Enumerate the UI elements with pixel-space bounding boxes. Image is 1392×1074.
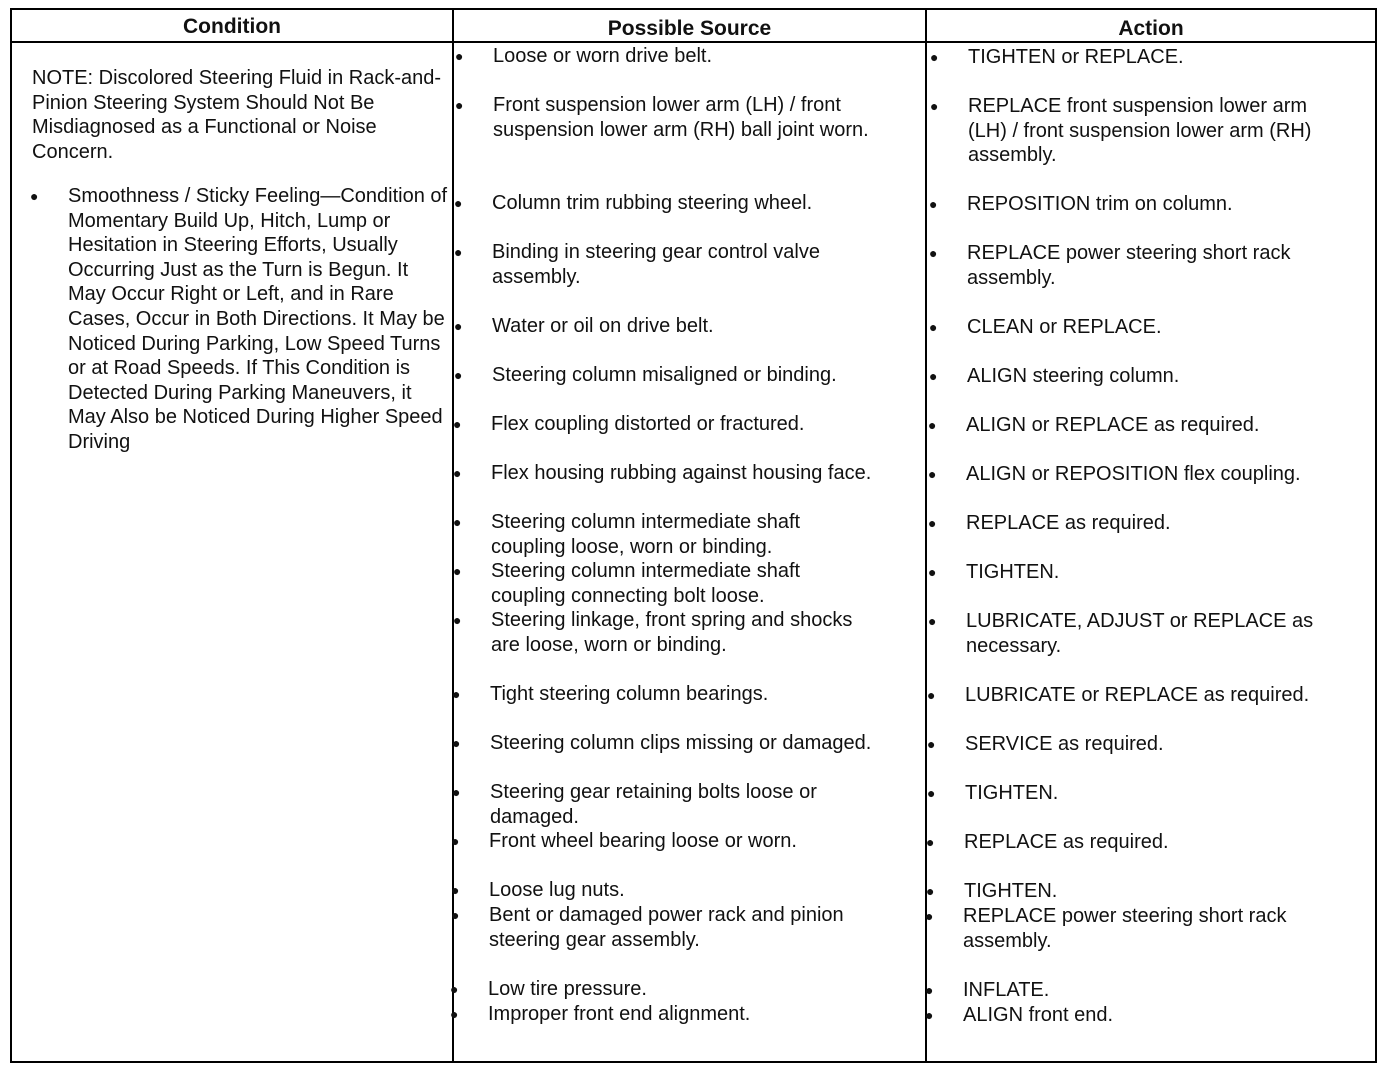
- bullet-icon: ●: [450, 1006, 459, 1022]
- action-item: [928, 560, 1338, 585]
- action-item: [930, 45, 1340, 70]
- bullet-icon: ●: [453, 465, 462, 481]
- bullet-icon: ●: [926, 834, 935, 850]
- action-item-text: TIGHTEN or REPLACE.: [968, 46, 1184, 68]
- action-item-text: REPLACE power steering short rack assembly.: [963, 905, 1287, 952]
- action-item-text: ALIGN steering column.: [967, 365, 1180, 387]
- bullet-icon: ●: [927, 736, 936, 752]
- source-item-text: Steering gear retaining bolts loose or damaged.: [490, 781, 817, 828]
- source-item: [450, 977, 870, 1002]
- bullet-icon: ●: [452, 735, 461, 751]
- action-item: [928, 511, 1338, 536]
- source-item: [453, 412, 873, 437]
- action-item: [926, 879, 1336, 904]
- action-item: [928, 609, 1338, 658]
- source-item: [453, 559, 873, 608]
- source-item: [454, 363, 874, 388]
- action-item: [930, 94, 1340, 168]
- condition-note: NOTE: Discolored Steering Fluid in Rack-and-Pinion Steering System Should Not Be Misdiagnosed as a Functional or Noise Concern.: [32, 67, 442, 163]
- bullet-icon: ●: [930, 98, 939, 114]
- source-item: [451, 829, 871, 854]
- source-item-text: Tight steering column bearings.: [490, 683, 769, 705]
- source-item: [455, 44, 875, 69]
- source-item-text: Steering column intermediate shaft coupling loose, worn or binding.: [491, 511, 801, 558]
- source-item-text: Front wheel bearing loose or worn.: [489, 830, 797, 852]
- bullet-icon: ●: [452, 686, 461, 702]
- action-item: [925, 904, 1335, 953]
- condition-item-text: Smoothness / Sticky Feeling—Condition of Momentary Build Up, Hitch, Lump or Hesitation in Steering Efforts, Usually Occurring Just as the Turn is Begun. It May Occur Right or Left, and in Rare Cases, Occur in Both Directions. It May be Noticed During Parking, Low Speed Turns or at Road Speeds. If This Condition is Detected During Parking Maneuvers, it May Also be Noticed During Higher Speed Driving: [68, 185, 448, 453]
- bullet-icon: ●: [928, 564, 937, 580]
- action-item: [929, 241, 1339, 290]
- action-item: [927, 683, 1337, 708]
- bullet-icon: ●: [927, 785, 936, 801]
- source-item-text: Column trim rubbing steering wheel.: [492, 192, 813, 214]
- action-item-text: REPLACE as required.: [966, 512, 1171, 534]
- action-item: [929, 364, 1339, 389]
- source-item: [455, 93, 875, 142]
- source-item-text: Bent or damaged power rack and pinion steering gear assembly.: [489, 904, 844, 951]
- bullet-icon: ●: [930, 49, 939, 65]
- bullet-icon: ●: [450, 981, 459, 997]
- action-item: [925, 978, 1335, 1003]
- bullet-icon: ●: [928, 613, 937, 629]
- bullet-icon: ●: [927, 687, 936, 703]
- action-item: [928, 462, 1338, 487]
- action-item-text: REPOSITION trim on column.: [967, 193, 1233, 215]
- header-condition: Condition: [183, 15, 281, 38]
- action-item: [929, 315, 1339, 340]
- source-item-text: Steering column intermediate shaft coupling connecting bolt loose.: [491, 560, 801, 607]
- bullet-icon: ●: [928, 466, 937, 482]
- bullet-icon: ●: [929, 245, 938, 261]
- action-item: [928, 413, 1338, 438]
- bullet-icon: ●: [454, 367, 463, 383]
- action-item-text: TIGHTEN.: [966, 561, 1060, 583]
- action-item-text: ALIGN or REPOSITION flex coupling.: [966, 463, 1301, 485]
- action-item-text: REPLACE front suspension lower arm (LH) / front suspension lower arm (RH) assembly.: [968, 95, 1312, 167]
- source-item-text: Low tire pressure.: [488, 978, 647, 1000]
- action-item-text: LUBRICATE, ADJUST or REPLACE as necessary.: [966, 610, 1314, 657]
- source-item: [454, 191, 874, 216]
- action-item-text: LUBRICATE or REPLACE as required.: [965, 684, 1310, 706]
- source-item: [453, 608, 873, 657]
- header-possible-source: Possible Source: [607, 17, 772, 40]
- source-item: [451, 903, 871, 952]
- source-item: [452, 682, 872, 707]
- condition-item: [30, 184, 450, 455]
- action-item-text: SERVICE as required.: [965, 733, 1164, 755]
- action-item-text: ALIGN front end.: [963, 1004, 1114, 1026]
- action-item-text: ALIGN or REPLACE as required.: [966, 414, 1260, 436]
- bullet-icon: ●: [929, 196, 938, 212]
- bullet-icon: ●: [451, 907, 460, 923]
- bullet-icon: ●: [925, 982, 934, 998]
- header-action: Action: [1118, 17, 1184, 40]
- source-item: [451, 878, 871, 903]
- action-item: [929, 192, 1339, 217]
- source-item: [453, 461, 873, 486]
- bullet-icon: ●: [452, 784, 461, 800]
- source-item-text: Steering linkage, front spring and shocks are loose, worn or binding.: [491, 609, 853, 656]
- source-item-text: Flex housing rubbing against housing face.: [491, 462, 872, 484]
- bullet-icon: ●: [455, 97, 464, 113]
- bullet-icon: ●: [451, 882, 460, 898]
- source-item: [453, 510, 873, 559]
- source-item-text: Loose lug nuts.: [489, 879, 625, 901]
- action-item: [927, 781, 1337, 806]
- bullet-icon: ●: [928, 417, 937, 433]
- action-item-text: TIGHTEN.: [964, 880, 1058, 902]
- bullet-icon: ●: [30, 188, 39, 204]
- source-item-text: Loose or worn drive belt.: [493, 45, 713, 67]
- bullet-icon: ●: [454, 195, 463, 211]
- source-item: [452, 780, 872, 829]
- source-item-text: Binding in steering gear control valve assembly.: [492, 241, 820, 288]
- source-item-text: Improper front end alignment.: [488, 1003, 751, 1025]
- bullet-icon: ●: [929, 319, 938, 335]
- diagnosis-table: [10, 8, 1377, 1063]
- source-item: [452, 731, 872, 756]
- bullet-icon: ●: [929, 368, 938, 384]
- source-item: [454, 240, 874, 289]
- source-item: [454, 314, 874, 339]
- action-item-text: REPLACE power steering short rack assembly.: [967, 242, 1291, 289]
- source-item-text: Flex coupling distorted or fractured.: [491, 413, 805, 435]
- action-item: [926, 830, 1336, 855]
- bullet-icon: ●: [926, 883, 935, 899]
- source-item-text: Front suspension lower arm (LH) / front suspension lower arm (RH) ball joint worn.: [493, 94, 869, 141]
- bullet-icon: ●: [453, 514, 462, 530]
- action-item-text: INFLATE.: [963, 979, 1050, 1001]
- bullet-icon: ●: [453, 563, 462, 579]
- bullet-icon: ●: [451, 833, 460, 849]
- source-item-text: Steering column clips missing or damaged.: [490, 732, 872, 754]
- action-item-text: TIGHTEN.: [965, 782, 1059, 804]
- bullet-icon: ●: [925, 1007, 934, 1023]
- bullet-icon: ●: [453, 416, 462, 432]
- bullet-icon: ●: [928, 515, 937, 531]
- bullet-icon: ●: [925, 908, 934, 924]
- action-item: [925, 1003, 1335, 1028]
- source-item: [450, 1002, 870, 1027]
- bullet-icon: ●: [454, 244, 463, 260]
- source-item-text: Steering column misaligned or binding.: [492, 364, 837, 386]
- action-item-text: REPLACE as required.: [964, 831, 1169, 853]
- bullet-icon: ●: [454, 318, 463, 334]
- action-item-text: CLEAN or REPLACE.: [967, 316, 1162, 338]
- source-item-text: Water or oil on drive belt.: [492, 315, 714, 337]
- bullet-icon: ●: [455, 48, 464, 64]
- action-item: [927, 732, 1337, 757]
- bullet-icon: ●: [453, 612, 462, 628]
